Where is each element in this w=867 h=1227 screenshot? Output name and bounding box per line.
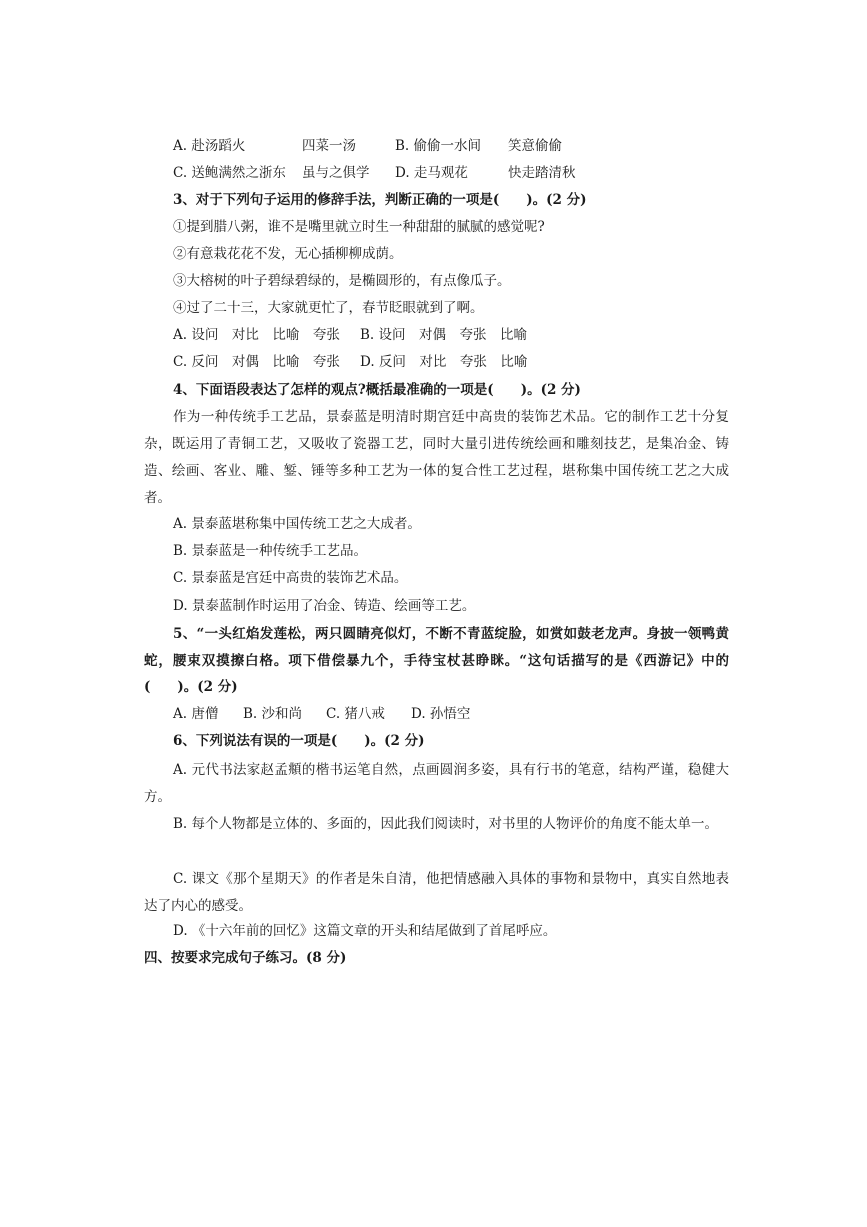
q2-option-d-pair: 快走踏清秋: [508, 165, 576, 181]
q2-option-b-pair: 笑意偷偷: [508, 138, 562, 154]
q4-option-c: C. 景泰蓝是宫廷中高贵的装饰艺术品。: [173, 570, 408, 586]
q2-option-b: B. 偷偷一水间: [395, 138, 482, 154]
q3-sentence-4: ④过了二十三，大家就更忙了，春节眨眼就到了啊。: [173, 300, 484, 316]
q2-option-a: A. 赴汤蹈火: [173, 138, 246, 154]
q6-option-a: A. 元代书法家赵孟頫的楷书运笔自然，点画圆润多姿，具有行书的笔意，结构严谨，稳健大方。: [144, 762, 729, 805]
q3-stem: 3、对于下列句子运用的修辞手法，判断正确的一项是( )。(2 分): [173, 192, 587, 208]
section-4-heading: 四、按要求完成句子练习。(8 分): [144, 950, 347, 966]
q4-stem: 4、下面语段表达了怎样的观点?概括最准确的一项是( )。(2 分): [173, 382, 581, 398]
q3-option-a: A. 设问 对比 比喻 夸张: [173, 327, 340, 343]
q3-option-b: B. 设问 对偶 夸张 比喻: [360, 327, 528, 343]
q2-option-c-pair: 虽与之俱学: [302, 165, 370, 181]
q2-option-d: D. 走马观花: [395, 165, 468, 181]
q5-option-d: D. 孙悟空: [411, 706, 471, 722]
q3-sentence-3: ③大榕树的叶子碧绿碧绿的，是椭圆形的，有点像瓜子。: [173, 273, 511, 289]
q4-option-d: D. 景泰蓝制作时运用了冶金、铸造、绘画等工艺。: [173, 598, 476, 614]
q3-sentence-2: ②有意栽花花不发，无心插柳柳成荫。: [173, 246, 403, 262]
q5-option-c: C. 猪八戒: [326, 706, 385, 722]
q6-stem: 6、下列说法有误的一项是( )。(2 分): [173, 733, 425, 749]
q4-passage: 作为一种传统手工艺品，景泰蓝是明清时期宫廷中高贵的装饰艺术品。它的制作工艺十分复杂，既运用了青铜工艺，又吸收了瓷器工艺，同时大量引进传统绘画和雕刻技艺，是集冶金、铸造、绘画、客业、雕、錾、锤等多种工艺为一体的复合性工艺过程，堪称集中国传统工艺之大成者。: [144, 409, 729, 506]
q3-option-c: C. 反问 对偶 比喻 夸张: [173, 354, 340, 370]
q6-option-b: B. 每个人物都是立体的、多面的，因此我们阅读时，对书里的人物评价的角度不能太单一。: [173, 816, 719, 832]
q2-option-a-pair: 四菜一汤: [302, 138, 356, 154]
q5-option-b: B. 沙和尚: [243, 706, 303, 722]
q2-option-c: C. 送鲍满然之浙东: [173, 165, 286, 181]
q5-stem: 5、“一头红焰发莲松，两只圆睛亮似灯，不断不青蓝绽脸，如赏如鼓老龙声。身披一领鸭黄蛇，腰束双摸擦白格。项下借偿暴九个，手待宝杖甚睁眯。“这句话描写的是《西游记》中的( )。(2 分): [144, 626, 729, 695]
q6-option-d: D. 《十六年前的回忆》这篇文章的开头和结尾做到了首尾呼应。: [173, 923, 557, 939]
q4-option-b: B. 景泰蓝是一种传统手工艺品。: [173, 543, 368, 559]
q3-sentence-1: ①提到腊八粥，谁不是嘴里就立时生一种甜甜的腻腻的感觉呢?: [173, 219, 545, 235]
q5-option-a: A. 唐僧: [173, 706, 219, 722]
q3-option-d: D. 反问 对比 夸张 比喻: [360, 354, 528, 370]
q4-option-a: A. 景泰蓝堪称集中国传统工艺之大成者。: [173, 516, 421, 532]
q6-option-c: C. 课文《那个星期天》的作者是朱自清，他把情感融入具体的事物和景物中，真实自然地表达了内心的感受。: [144, 871, 729, 914]
